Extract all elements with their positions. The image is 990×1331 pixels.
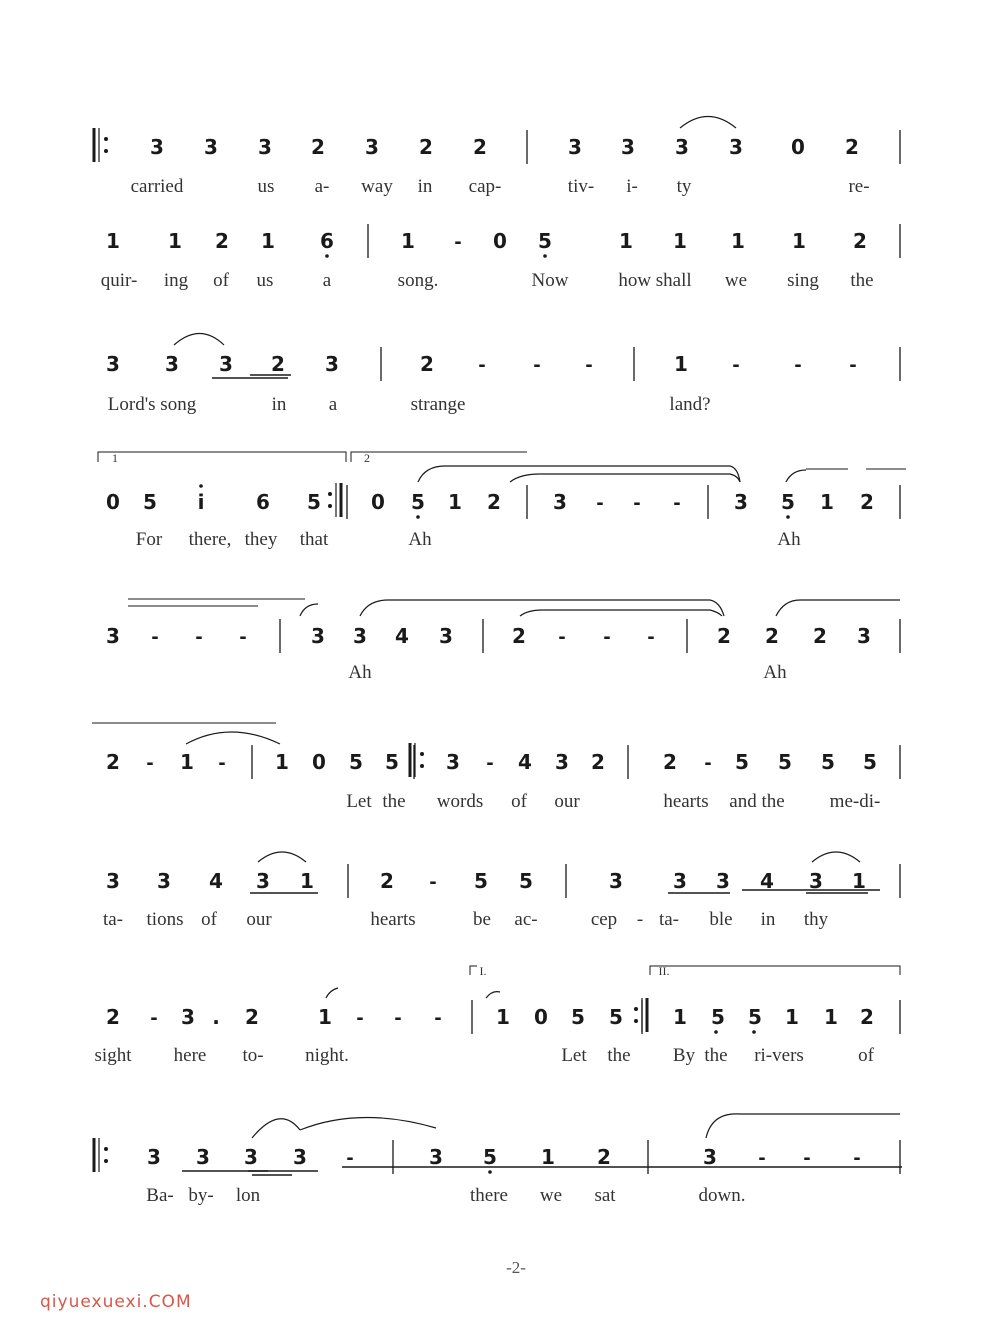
note: 1	[785, 1005, 799, 1029]
page-number: -2-	[506, 1258, 526, 1277]
sustain-dash: -	[647, 627, 655, 648]
slur	[300, 1117, 436, 1130]
sustain-dash: -	[150, 1008, 158, 1029]
note: 4	[395, 624, 409, 648]
lyric-syllable: Now	[531, 270, 569, 291]
note: 0	[106, 490, 120, 514]
note: 2	[860, 490, 874, 514]
note: 5	[385, 750, 399, 774]
lyric-syllable: land?	[669, 394, 711, 415]
note: 3	[311, 624, 325, 648]
note: 3	[106, 352, 120, 376]
lyric-syllable: to-	[242, 1045, 264, 1066]
note: 1	[168, 229, 182, 253]
lyric-syllable: that	[299, 529, 329, 550]
note: 1	[106, 229, 120, 253]
slur	[776, 600, 900, 616]
repeat-dot	[104, 1147, 108, 1151]
lyric-syllable: by-	[188, 1185, 214, 1206]
note: 1	[261, 229, 275, 253]
sustain-dash: -	[195, 627, 203, 648]
lyric-syllable: -	[636, 909, 644, 930]
sustain-dash: -	[603, 627, 611, 648]
note: 6	[320, 229, 334, 253]
note: 2	[813, 624, 827, 648]
lyric-syllable: Ah	[763, 662, 787, 683]
repeat-dot	[420, 752, 424, 756]
octave-dot-below	[488, 1170, 492, 1174]
slur	[186, 732, 280, 744]
note: 5	[538, 229, 552, 253]
note: 1	[448, 490, 462, 514]
lyric-syllable: we	[724, 270, 748, 291]
note: 3	[244, 1145, 258, 1169]
note: 2	[271, 352, 285, 376]
note: 5	[863, 750, 877, 774]
volta-number: 1	[112, 451, 118, 465]
sustain-dash: -	[732, 355, 740, 376]
octave-dot-below	[714, 1030, 718, 1034]
note: 3	[181, 1005, 195, 1029]
lyric-syllable: words	[436, 791, 484, 812]
note: 3	[568, 135, 582, 159]
lyric-syllable: tiv-	[567, 176, 595, 197]
volta-number: 2	[364, 451, 370, 465]
note: 5	[411, 490, 425, 514]
lyric-syllable: thy	[803, 909, 829, 930]
note: 2	[420, 352, 434, 376]
lyric-syllable: carried	[130, 176, 184, 197]
note: 4	[209, 869, 223, 893]
note: 5	[781, 490, 795, 514]
slur	[174, 334, 224, 346]
repeat-dot	[634, 1007, 638, 1011]
note: 3	[365, 135, 379, 159]
lyric-syllable: the	[382, 791, 406, 812]
lyric-syllable: Ah	[348, 662, 372, 683]
sustain-dash: -	[151, 627, 159, 648]
sustain-dash: -	[146, 753, 154, 774]
sustain-dash: -	[346, 1148, 354, 1169]
note: 3	[147, 1145, 161, 1169]
note: 5	[571, 1005, 585, 1029]
lyric-syllable: a	[322, 270, 332, 291]
lyric-syllable: we	[539, 1185, 563, 1206]
sustain-dash: -	[486, 753, 494, 774]
lyric-syllable: our	[246, 909, 272, 930]
sustain-dash: -	[533, 355, 541, 376]
note: 1	[318, 1005, 332, 1029]
note: i	[197, 490, 205, 514]
note: 3	[106, 869, 120, 893]
sustain-dash: -	[429, 872, 437, 893]
lyric-syllable: hearts	[370, 909, 416, 930]
lyric-syllable: me-di-	[829, 791, 881, 812]
note: 5	[519, 869, 533, 893]
note: 6	[256, 490, 270, 514]
note: 0	[791, 135, 805, 159]
lyric-syllable: For	[135, 529, 163, 550]
lyric-syllable: Ah	[777, 529, 801, 550]
note: 3	[729, 135, 743, 159]
note: 1	[401, 229, 415, 253]
octave-dot-below	[325, 254, 329, 258]
note: 3	[439, 624, 453, 648]
repeat-dot	[634, 1019, 638, 1023]
note: 3	[609, 869, 623, 893]
lyric-syllable: down.	[698, 1185, 746, 1206]
sustain-dash: -	[803, 1148, 811, 1169]
note: 3	[196, 1145, 210, 1169]
lyric-syllable: of	[511, 791, 527, 812]
note: 3	[219, 352, 233, 376]
note: 1	[275, 750, 289, 774]
note: 1	[673, 1005, 687, 1029]
note: 3	[553, 490, 567, 514]
lyric-syllable: ble	[709, 909, 733, 930]
lyric-syllable: By	[672, 1045, 696, 1066]
note: 2	[845, 135, 859, 159]
lyric-syllable: and the	[729, 791, 785, 812]
volta-number: I.	[479, 964, 487, 978]
note: 1	[852, 869, 866, 893]
lyric-syllable: be	[473, 909, 491, 930]
note: 3	[857, 624, 871, 648]
repeat-dot	[104, 149, 108, 153]
note: 0	[371, 490, 385, 514]
note: 1	[820, 490, 834, 514]
lyric-syllable: ing	[163, 270, 189, 291]
lyric-syllable: us	[257, 176, 275, 197]
sustain-dash: -	[596, 493, 604, 514]
note: 3	[703, 1145, 717, 1169]
note: 3	[675, 135, 689, 159]
note: 5	[821, 750, 835, 774]
note: 1	[300, 869, 314, 893]
note: 3	[165, 352, 179, 376]
lyric-syllable: Let	[561, 1045, 587, 1066]
note: 2	[717, 624, 731, 648]
sustain-dash: -	[853, 1148, 861, 1169]
lyric-syllable: there,	[188, 529, 232, 550]
slur	[680, 117, 736, 129]
lyric-syllable: re-	[848, 176, 870, 197]
note: 2	[512, 624, 526, 648]
note: 5	[735, 750, 749, 774]
lyric-syllable: cep	[590, 909, 618, 930]
note: 1	[496, 1005, 510, 1029]
lyric-syllable: of	[213, 270, 229, 291]
note: 2	[591, 750, 605, 774]
lyric-syllable: tions	[146, 909, 184, 930]
lyric-syllable: way	[361, 176, 393, 197]
note: 3	[150, 135, 164, 159]
lyric-syllable: there	[470, 1185, 508, 1206]
lyric-syllable: ac-	[514, 909, 538, 930]
slur	[786, 470, 806, 482]
lyric-syllable: in	[760, 909, 776, 930]
tie	[510, 474, 740, 482]
note: 5	[748, 1005, 762, 1029]
note: 1	[180, 750, 194, 774]
sustain-dash: -	[633, 493, 641, 514]
note: 5	[778, 750, 792, 774]
repeat-dot	[104, 137, 108, 141]
note: 5	[349, 750, 363, 774]
lyric-syllable: ri-vers	[754, 1045, 804, 1066]
note: 2	[245, 1005, 259, 1029]
lyric-syllable: how shall	[618, 270, 692, 291]
note: 0	[493, 229, 507, 253]
sustain-dash: -	[704, 753, 712, 774]
lyric-syllable: quir-	[100, 270, 138, 291]
note: 2	[311, 135, 325, 159]
slur	[326, 988, 338, 998]
lyric-syllable: sat	[594, 1185, 616, 1206]
sustain-dash: -	[454, 232, 462, 253]
note: 2	[663, 750, 677, 774]
note: 1	[674, 352, 688, 376]
lyric-syllable: sight	[94, 1045, 132, 1066]
lyric-syllable: our	[554, 791, 580, 812]
volta-bracket-1	[98, 452, 346, 462]
lyric-syllable: sing	[787, 270, 819, 291]
slur	[252, 1119, 300, 1138]
note: 3	[673, 869, 687, 893]
volta-number: II.	[658, 964, 670, 978]
note: 3	[157, 869, 171, 893]
repeat-dot	[328, 492, 332, 496]
lyric-syllable: lon	[235, 1185, 261, 1206]
octave-dot-above	[199, 484, 203, 488]
lyric-syllable: Lord's song	[107, 394, 197, 415]
sustain-dash: -	[434, 1008, 442, 1029]
note: 2	[419, 135, 433, 159]
octave-dot-below	[416, 515, 420, 519]
sustain-dash: -	[478, 355, 486, 376]
sustain-dash: -	[794, 355, 802, 376]
tie	[360, 600, 724, 616]
note: 2	[860, 1005, 874, 1029]
note: 3	[716, 869, 730, 893]
slur	[258, 852, 306, 862]
note: 3	[446, 750, 460, 774]
note: 3	[621, 135, 635, 159]
sustain-dash: -	[558, 627, 566, 648]
lyric-syllable: strange	[410, 394, 466, 415]
lyric-syllable: ta-	[102, 909, 124, 930]
sustain-dash: -	[758, 1148, 766, 1169]
note: 2	[765, 624, 779, 648]
note: 2	[106, 1005, 120, 1029]
lyric-syllable: Let	[346, 791, 372, 812]
note: 1	[731, 229, 745, 253]
note: 1	[673, 229, 687, 253]
note: 5	[143, 490, 157, 514]
note: 2	[215, 229, 229, 253]
note: 4	[518, 750, 532, 774]
slur	[706, 1114, 900, 1138]
lyric-syllable: in	[271, 394, 287, 415]
note: 3	[555, 750, 569, 774]
note: 3	[258, 135, 272, 159]
note: 1	[541, 1145, 555, 1169]
lyric-syllable: of	[858, 1045, 874, 1066]
note: 1	[792, 229, 806, 253]
volta-bracket-I	[470, 966, 477, 975]
note: 0	[534, 1005, 548, 1029]
lyric-syllable: here	[173, 1045, 207, 1066]
lyric-syllable: the	[607, 1045, 631, 1066]
note: 3	[325, 352, 339, 376]
lyric-syllable: cap-	[468, 176, 502, 197]
volta-bracket-2	[351, 452, 527, 462]
note: 5	[307, 490, 321, 514]
note: 2	[380, 869, 394, 893]
note: 5	[474, 869, 488, 893]
site-watermark	[40, 1292, 192, 1312]
slur	[812, 852, 860, 862]
note: 3	[734, 490, 748, 514]
note: 3	[256, 869, 270, 893]
octave-dot-below	[543, 254, 547, 258]
lyric-syllable: night.	[305, 1045, 349, 1066]
note: 3	[204, 135, 218, 159]
sustain-dash: -	[239, 627, 247, 648]
lyric-syllable: of	[201, 909, 217, 930]
lyric-syllable: a	[328, 394, 338, 415]
repeat-dot	[328, 504, 332, 508]
note: 4	[760, 869, 774, 893]
lyric-syllable: the	[704, 1045, 728, 1066]
lyric-syllable: us	[256, 270, 274, 291]
lyric-syllable: song.	[397, 270, 439, 291]
volta-bracket-II	[650, 966, 900, 975]
lyric-syllable: the	[850, 270, 874, 291]
note: 2	[597, 1145, 611, 1169]
repeat-dot	[420, 764, 424, 768]
sustain-dash: -	[394, 1008, 402, 1029]
lyric-syllable: ta-	[658, 909, 680, 930]
lyric-syllable: Ah	[408, 529, 432, 550]
note: 2	[487, 490, 501, 514]
note: 2	[473, 135, 487, 159]
watermark-text: qiyuexuexi.COM	[40, 1292, 192, 1312]
note: 0	[312, 750, 326, 774]
lyric-syllable: hearts	[663, 791, 709, 812]
note: 3	[293, 1145, 307, 1169]
note: 1	[619, 229, 633, 253]
tie	[520, 610, 722, 616]
lyric-syllable: they	[244, 529, 278, 550]
slur	[300, 604, 318, 616]
sustain-dash: -	[849, 355, 857, 376]
note: 5	[711, 1005, 725, 1029]
note: 3	[353, 624, 367, 648]
note: .	[212, 1005, 220, 1029]
note: 3	[809, 869, 823, 893]
note: 3	[429, 1145, 443, 1169]
note: 3	[106, 624, 120, 648]
note: 2	[853, 229, 867, 253]
sustain-dash: -	[673, 493, 681, 514]
octave-dot-below	[752, 1030, 756, 1034]
lyric-syllable: Ba-	[146, 1185, 174, 1206]
note: 2	[106, 750, 120, 774]
lyric-syllable: i-	[626, 176, 638, 197]
lyric-syllable: ty	[676, 176, 692, 197]
sustain-dash: -	[585, 355, 593, 376]
sustain-dash: -	[218, 753, 226, 774]
lyric-syllable: a-	[314, 176, 330, 197]
note: 5	[609, 1005, 623, 1029]
sustain-dash: -	[356, 1008, 364, 1029]
octave-dot-below	[786, 515, 790, 519]
repeat-dot	[104, 1159, 108, 1163]
note: 1	[824, 1005, 838, 1029]
slur	[486, 992, 500, 998]
note: 5	[483, 1145, 497, 1169]
lyric-syllable: in	[417, 176, 433, 197]
